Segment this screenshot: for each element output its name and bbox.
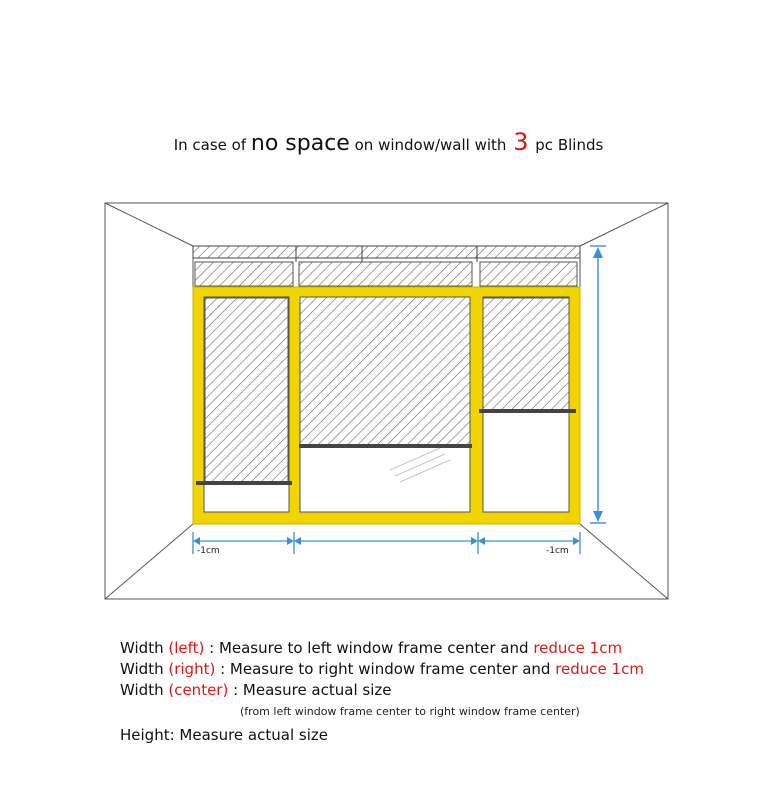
note-width-right — [120, 660, 644, 678]
note-text: : Measure actual size — [228, 681, 392, 699]
note-side: (center) — [168, 681, 229, 699]
label-left-reduction: -1cm — [197, 546, 220, 556]
blind-right — [479, 298, 576, 413]
note-reduction: reduce 1cm — [555, 660, 644, 678]
blind-left — [196, 298, 292, 485]
note-text: : Measure to right window frame center and — [215, 660, 556, 678]
note-center-detail: (from left window frame center to right window frame center) — [240, 705, 580, 718]
note-label: Width — [120, 639, 169, 657]
width-arrows — [193, 532, 580, 554]
heading-prefix: In case of — [173, 136, 247, 154]
label-right-reduction: -1cm — [546, 546, 569, 556]
heading-middle: on window/wall with — [354, 136, 507, 154]
note-side: (right) — [168, 660, 216, 678]
note-label: Width — [120, 681, 169, 699]
heading-suffix: pc Blinds — [535, 136, 604, 154]
blind-headrail — [193, 246, 580, 286]
blind-center — [299, 297, 472, 448]
note-label: Width — [120, 660, 169, 678]
heading-count: 3 — [513, 128, 529, 156]
note-reduction: reduce 1cm — [533, 639, 623, 657]
height-arrow — [590, 246, 606, 523]
note-height: Height: Measure actual size — [120, 726, 328, 744]
note-side: (left) — [168, 639, 205, 657]
heading-emphasis: no space — [250, 131, 350, 156]
note-width-left — [120, 639, 622, 657]
note-text: : Measure to left window frame center and — [204, 639, 534, 657]
note-width-center — [120, 681, 391, 699]
